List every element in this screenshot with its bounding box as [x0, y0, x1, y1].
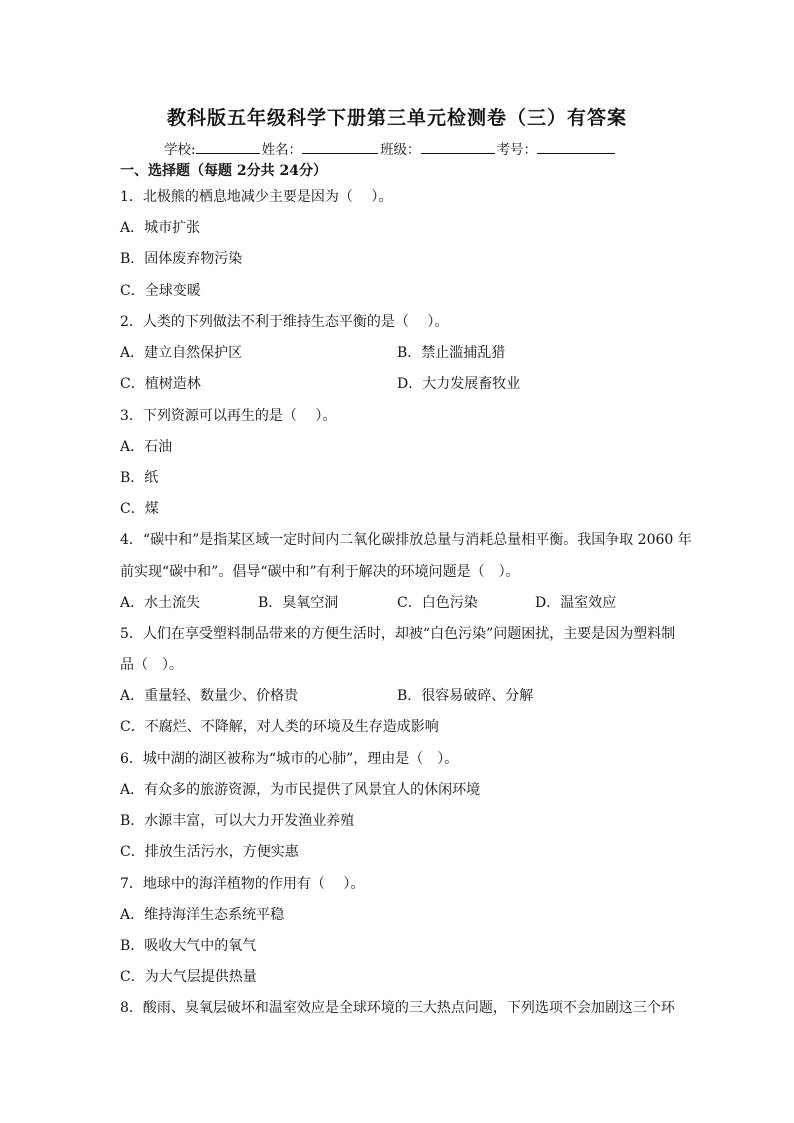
- question-7-option-b: B．吸收大气中的氧气: [120, 938, 257, 954]
- question-4-stem-line-2: 前实现“碳中和”。倡导“碳中和”有利于解决的环境问题是（ ）。: [120, 564, 520, 580]
- question-5-option-b: B．很容易破碎、分解: [397, 688, 534, 704]
- question-1-option-a: A．城市扩张: [120, 220, 201, 236]
- question-7-option-c: C．为大气层提供热量: [120, 969, 257, 985]
- class-blank[interactable]: [421, 139, 495, 154]
- class-label: 班级：: [380, 142, 421, 158]
- question-3-option-a: A．石油: [120, 439, 173, 455]
- question-4-option-c: C．白色污染: [397, 595, 478, 611]
- question-4-option-d: D．温室效应: [535, 595, 617, 611]
- school-blank[interactable]: [196, 139, 260, 154]
- question-3-option-c: C．煤: [120, 501, 159, 517]
- question-4-option-b: B．臭氧空洞: [258, 595, 339, 611]
- question-1-option-c: C．全球变暖: [120, 283, 201, 299]
- question-1-stem: 1．北极熊的栖息地减少主要是因为（ ）。: [120, 189, 393, 205]
- question-7-stem: 7．地球中的海洋植物的作用有（ ）。: [120, 876, 365, 892]
- section-heading-choice: 一、选择题（每题 2分共 24分）: [120, 163, 327, 179]
- question-6-option-b: B．水源丰富，可以大力开发渔业养殖: [120, 813, 355, 829]
- question-3-option-b: B．纸: [120, 470, 159, 486]
- question-3-stem: 3．下列资源可以再生的是（ ）。: [120, 408, 337, 424]
- exam-number-label: 考号：: [496, 142, 538, 158]
- question-2-option-b: B．禁止滥捕乱猎: [397, 345, 506, 361]
- question-2-stem: 2．人类的下列做法不利于维持生态平衡的是（ ）。: [120, 314, 449, 330]
- question-2-option-d: D．大力发展畜牧业: [397, 376, 521, 392]
- question-6-option-c: C．排放生活污水，方便实惠: [120, 844, 299, 860]
- question-5-stem-line-1: 5．人们在享受塑料制品带来的方便生活时，却被“白色污染”问题困扰，主要是因为塑料制: [120, 626, 676, 642]
- exam-number-blank[interactable]: [537, 139, 615, 154]
- question-5-stem-line-2: 品（ ）。: [120, 657, 183, 673]
- question-1-option-b: B．固体废弃物污染: [120, 251, 243, 267]
- question-6-option-a: A．有众多的旅游资源，为市民提供了风景宜人的休闲环境: [120, 782, 481, 798]
- question-4-option-a: A．水土流失: [120, 595, 201, 611]
- question-5-option-a: A．重量轻、数量少、价格贵: [120, 688, 299, 704]
- question-2-option-c: C．植树造林: [120, 376, 201, 392]
- question-2-option-a: A．建立自然保护区: [120, 345, 243, 361]
- question-7-option-a: A．维持海洋生态系统平稳: [120, 907, 285, 923]
- school-label: 学校:: [164, 142, 196, 158]
- name-label: 姓名：: [261, 142, 303, 158]
- question-8-stem: 8．酸雨、臭氧层破坏和温室效应是全球环境的三大热点问题，下列选项不会加剧这三个环: [120, 1000, 675, 1016]
- question-4-stem-line-1: 4．“碳中和”是指某区域一定时间内二氧化碳排放总量与消耗总量相平衡。我国争取 2060 年: [120, 532, 692, 548]
- question-5-option-c: C．不腐烂、不降解，对人类的环境及生存造成影响: [120, 719, 439, 735]
- exam-title: 教科版五年级科学下册第三单元检测卷（三）有答案: [166, 107, 627, 129]
- student-info-line: [164, 138, 617, 158]
- question-6-stem: 6．城中湖的湖区被称为“城市的心肺”，理由是（ ）。: [120, 751, 459, 767]
- name-blank[interactable]: [302, 139, 378, 154]
